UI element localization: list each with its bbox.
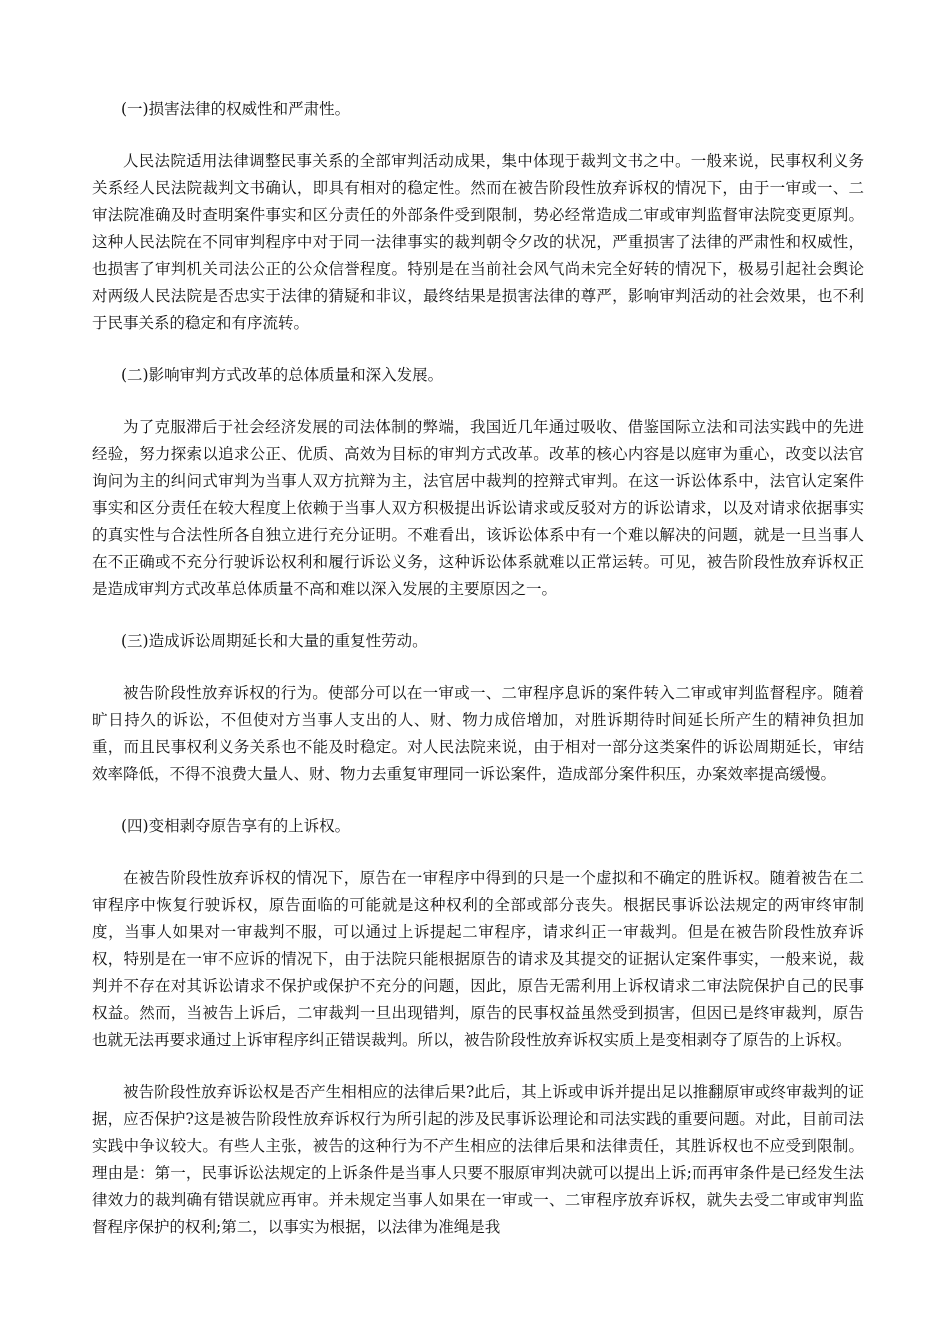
document-body bbox=[92, 96, 864, 1266]
section-paragraph-4: 在被告阶段性放弃诉权的情况下，原告在一审程序中得到的只是一个虚拟和不确定的胜诉权。随着被告在二审程序中恢复行驶诉权，原告面临的可能就是这种权利的全部或部分丧失。根据民事诉讼法规定的两审终审制度，当事人如果对一审裁判不服，可以通过上诉提起二审程序，请求纠正一审裁判。但是在被告阶段性放弃诉权，特别是在一审不应诉的情况下，由于法院只能根据原告的请求及其提交的证据认定案件事实，一般来说，裁判并不存在对其诉讼请求不保护或保护不充分的问题，因此，原告无需利用上诉权请求二审法院保护自己的民事权益。然而，当被告上诉后，二审裁判一旦出现错判，原告的民事权益虽然受到损害，但因已是终审裁判，原告也就无法再要求通过上诉审程序纠正错误裁判。所以，被告阶段性放弃诉权实质上是变相剥夺了原告的上诉权。 bbox=[92, 869, 864, 1049]
closing-paragraph: 被告阶段性放弃诉讼权是否产生相相应的法律后果?此后，其上诉或申诉并提出足以推翻原审或终审裁判的证据，应否保护?这是被告阶段性放弃诉权行为所引起的涉及民事诉讼理论和司法实践的重要问题。对此，目前司法实践中争议较大。有些人主张，被告的这种行为不产生相应的法律后果和法律责任，其胜诉权也不应受到限制。理由是：第一，民事诉讼法规定的上诉条件是当事人只要不服原审判决就可以提出上诉;而再审条件是已经发生法律效力的裁判确有错误就应再审。并未规定当事人如果在一审或一、二审程序放弃诉权，就失去受二审或审判监督程序保护的权利;第二，以事实为根据，以法律为准绳是我 bbox=[92, 1083, 864, 1236]
section-heading-4: (四)变相剥夺原告享有的上诉权。 bbox=[121, 817, 351, 835]
section-paragraph-2: 为了克服滞后于社会经济发展的司法体制的弊端，我国近几年通过吸收、借鉴国际立法和司法实践中的先进经验，努力探索以追求公正、优质、高效为目标的审判方式改革。改革的核心内容是以庭审为重心，改变以法官询问为主的纠问式审判为当事人双方抗辩为主，法官居中裁判的控辩式审判。在这一诉讼体系中，法官认定案件事实和区分责任在较大程度上依赖于当事人双方积极提出诉讼请求或反驳对方的诉讼请求，以及对请求依据事实的真实性与合法性所各自独立进行充分证明。不难看出，该诉讼体系中有一个难以解决的问题，就是一旦当事人在不正确或不充分行驶诉讼权利和履行诉讼义务，这种诉讼体系就难以正常运转。可见，被告阶段性放弃诉权正是造成审判方式改革总体质量不高和难以深入发展的主要原因之一。 bbox=[92, 418, 864, 598]
section-paragraph-1: 人民法院适用法律调整民事关系的全部审判活动成果，集中体现于裁判文书之中。一般来说，民事权利义务关系经人民法院裁判文书确认，即具有相对的稳定性。然而在被告阶段性放弃诉权的情况下，由于一审或一、二审法院准确及时查明案件事实和区分责任的外部条件受到限制，势必经常造成二审或审判监督审法院变更原判。这种人民法院在不同审判程序中对于同一法律事实的裁判朝令夕改的状况，严重损害了法律的严肃性和权威性，也损害了审判机关司法公正的公众信誉程度。特别是在当前社会风气尚未完全好转的情况下，极易引起社会舆论对两级人民法院是否忠实于法律的猜疑和非议，最终结果是损害法律的尊严，影响审判活动的社会效果，也不利于民事关系的稳定和有序流转。 bbox=[92, 152, 864, 332]
section-paragraph-3: 被告阶段性放弃诉权的行为。使部分可以在一审或一、二审程序息诉的案件转入二审或审判监督程序。随着旷日持久的诉讼，不但使对方当事人支出的人、财、物力成倍增加，对胜诉期待时间延长所产生的精神负担加重，而且民事权利义务关系也不能及时稳定。对人民法院来说，由于相对一部分这类案件的诉讼周期延长，审结效率降低，不得不浪费大量人、财、物力去重复审理同一诉讼案件，造成部分案件积压，办案效率提高缓慢。 bbox=[92, 684, 864, 783]
section-heading-3: (三)造成诉讼周期延长和大量的重复性劳动。 bbox=[121, 632, 428, 650]
section-heading-1: (一)损害法律的权威性和严肃性。 bbox=[121, 100, 351, 118]
section-heading-2: (二)影响审判方式改革的总体质量和深入发展。 bbox=[121, 366, 444, 384]
